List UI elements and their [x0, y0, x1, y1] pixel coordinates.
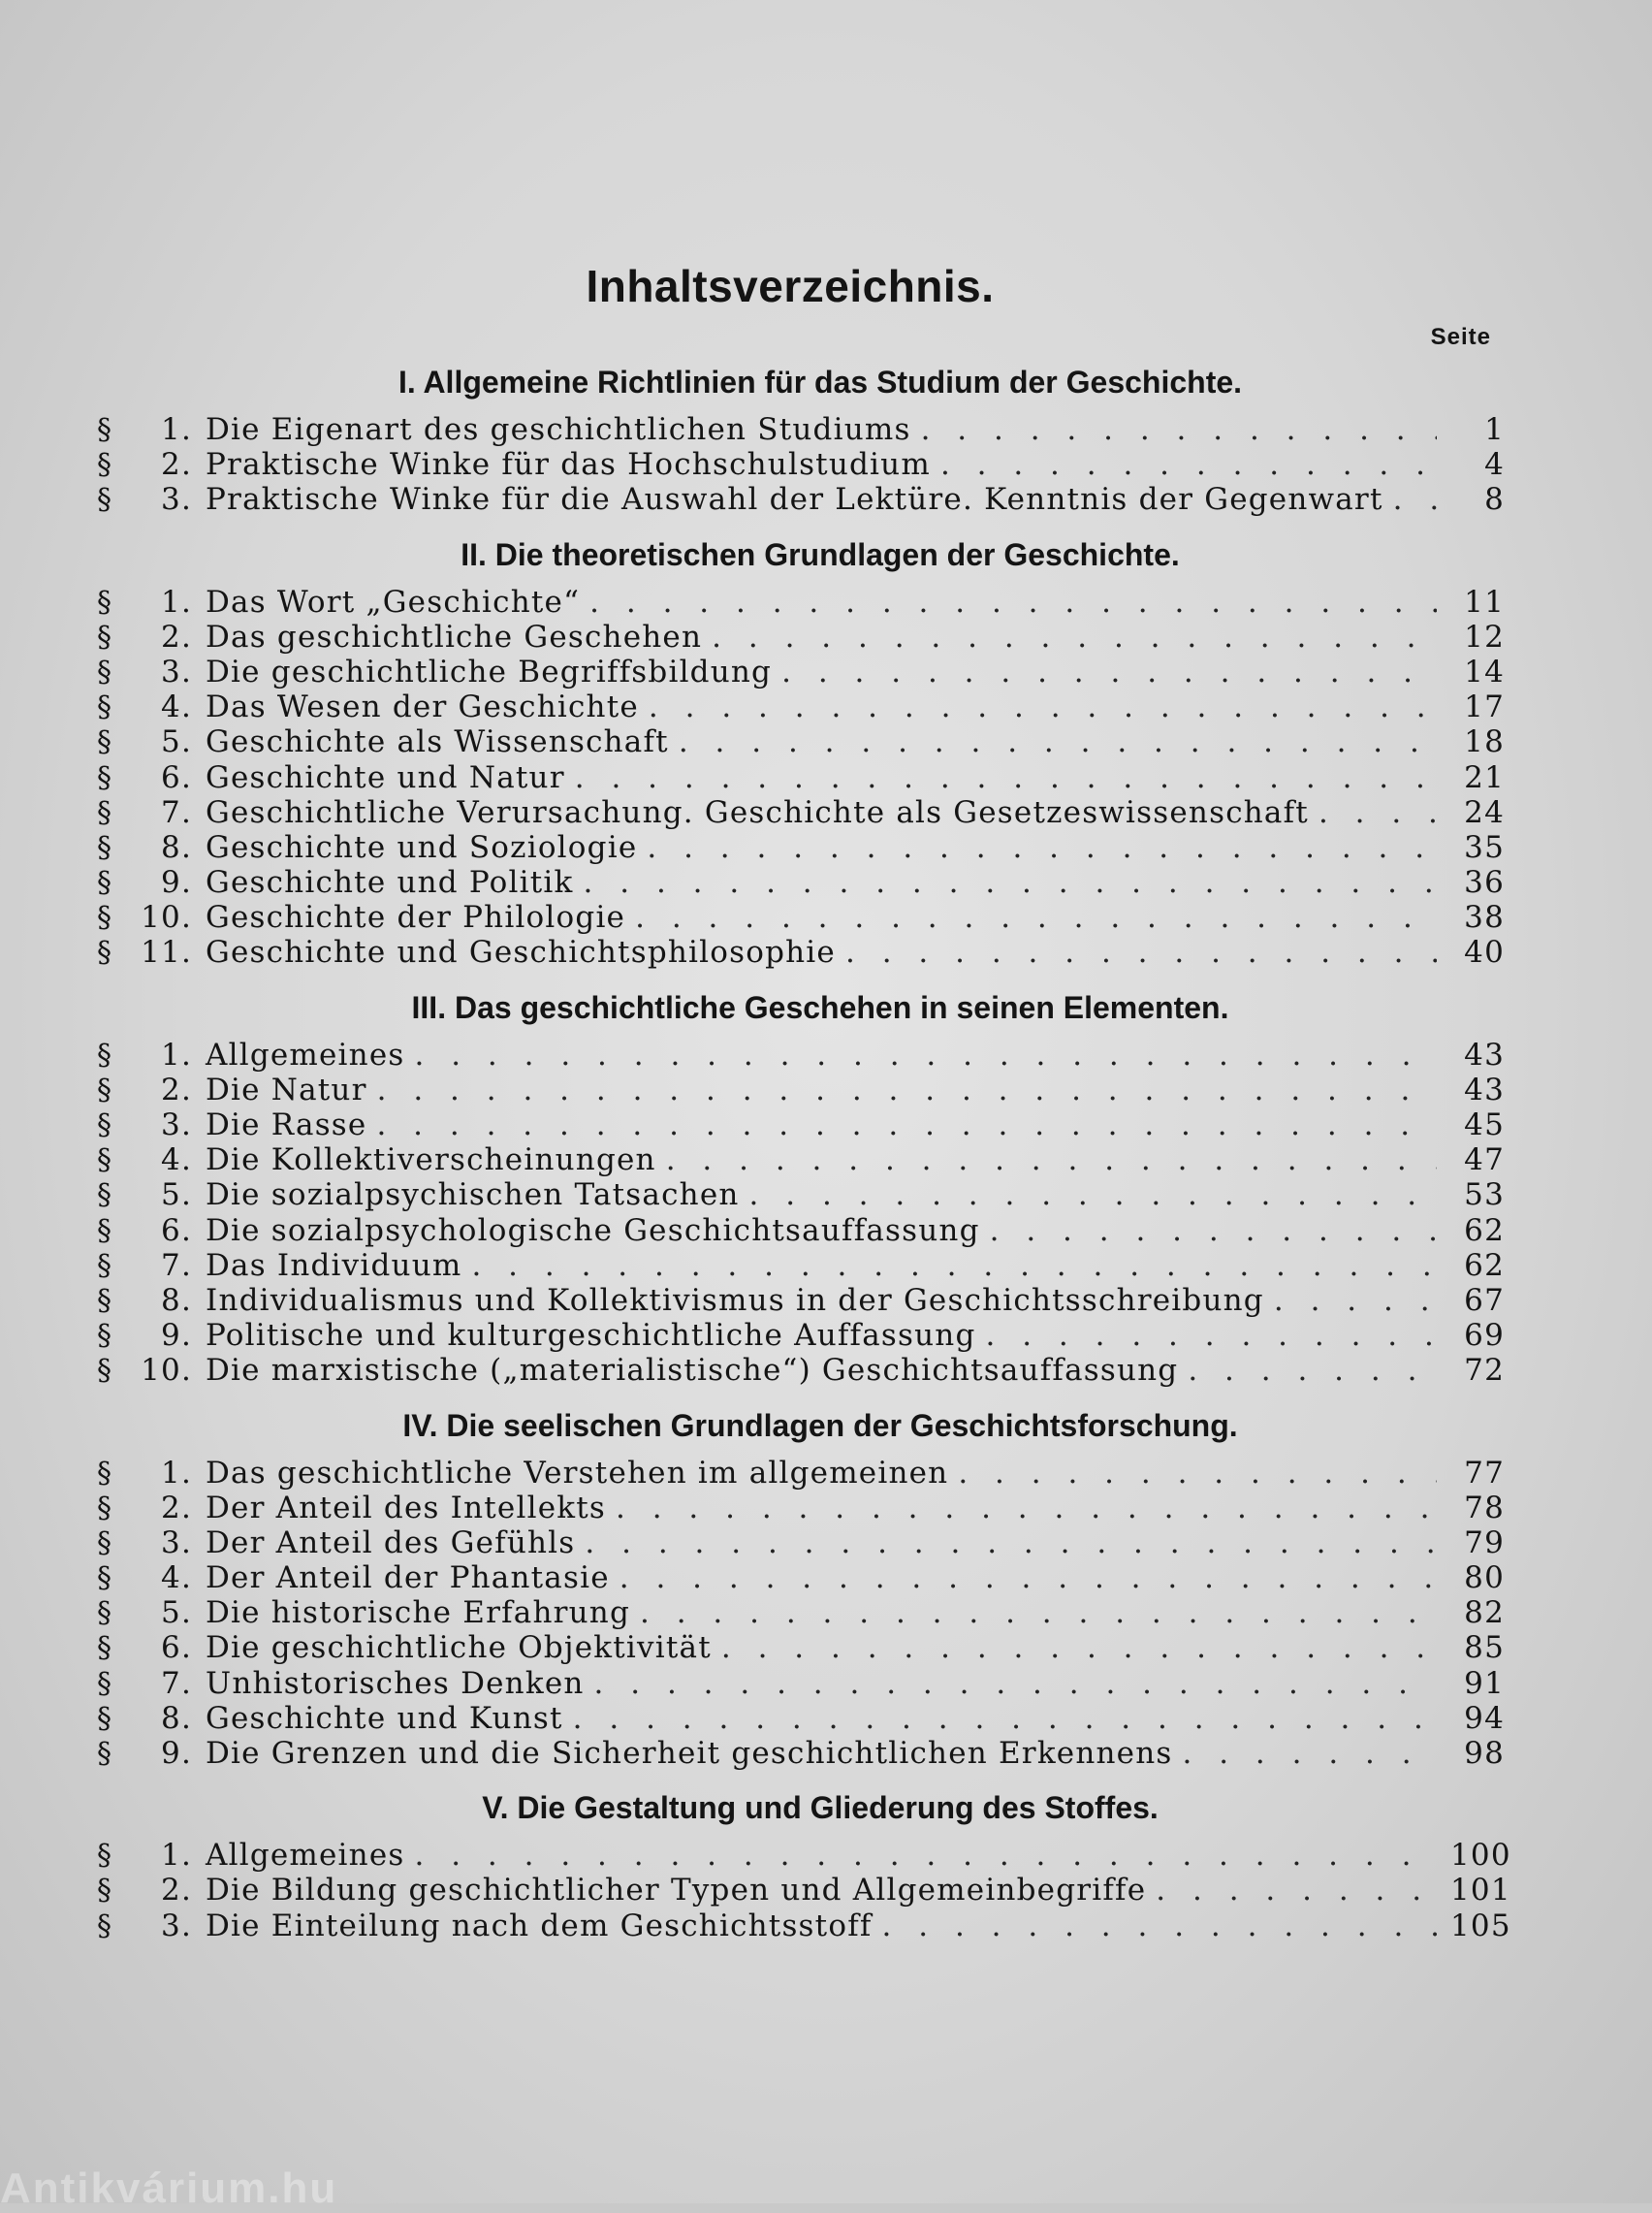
entry-title: Politische und kulturgeschichtliche Auffassung: [206, 1318, 976, 1354]
section-sign: §: [97, 795, 113, 830]
entry-page-number: 4: [1484, 447, 1505, 483]
entry-title: Die Bildung geschichtlicher Typen und Allgemeinbegriffe: [206, 1873, 1147, 1908]
toc-entry: [97, 585, 1505, 620]
section-sign: §: [97, 1839, 113, 1874]
entry-title: Die sozialpsychischen Tatsachen: [206, 1177, 740, 1213]
entry-page-number: 43: [1464, 1037, 1505, 1073]
dot-leader: [990, 1213, 1437, 1248]
dot-leader: [882, 1908, 1437, 1943]
section-sign: §: [97, 725, 113, 760]
entry-page-number: 1: [1484, 412, 1505, 447]
dot-leader: [573, 1701, 1437, 1736]
dot-leader: [1183, 1736, 1437, 1771]
toc-entry: [97, 482, 1505, 517]
section-sign: §: [97, 620, 113, 655]
section-sign: §: [97, 1525, 113, 1560]
entry-number: 9.: [161, 865, 192, 901]
dot-leader: [471, 1248, 1437, 1283]
entry-page-number: 105: [1450, 1908, 1511, 1943]
toc-entry: [97, 900, 1505, 935]
entry-page-number: 24: [1464, 794, 1505, 830]
section-sign: §: [97, 1631, 113, 1666]
entry-number: 4.: [161, 1560, 192, 1596]
entry-title: Geschichte und Natur: [206, 759, 565, 795]
dot-leader: [749, 1177, 1437, 1212]
entry-title: Die Grenzen und die Sicherheit geschichtlichen Erkennens: [206, 1736, 1173, 1771]
entry-number: 5.: [161, 724, 192, 760]
page-title: Inhaltsverzeichnis.: [586, 261, 995, 311]
entry-page-number: 94: [1464, 1700, 1505, 1736]
entry-page-number: 11: [1464, 584, 1505, 620]
toc-entry: [97, 1318, 1505, 1353]
dot-leader: [845, 935, 1437, 970]
entry-number: 1.: [161, 1455, 192, 1491]
toc-entry: [97, 1142, 1505, 1177]
section-sign: §: [97, 1319, 113, 1354]
toc-entry: [97, 1038, 1505, 1073]
entry-number: 3.: [161, 1524, 192, 1560]
entry-number: 1.: [161, 1037, 192, 1073]
entry-number: 2.: [161, 1072, 192, 1107]
entry-number: 5.: [161, 1177, 192, 1213]
entry-title: Individualismus und Kollektivismus in der Geschichtsschreibung: [206, 1282, 1264, 1318]
section-sign: §: [97, 413, 113, 447]
toc-entry: [97, 795, 1505, 830]
entry-number: 9.: [161, 1736, 192, 1771]
section-sign: §: [97, 1213, 113, 1248]
entry-page-number: 12: [1464, 619, 1505, 655]
entry-title: Praktische Winke für die Auswahl der Lektüre. Kenntnis der Gegenwart: [206, 482, 1383, 518]
entry-title: Die Einteilung nach dem Geschichtsstoff: [206, 1908, 873, 1943]
section-sign: §: [97, 1456, 113, 1491]
dot-leader: [986, 1318, 1438, 1353]
entry-page-number: 40: [1464, 935, 1505, 971]
entry-number: 7.: [161, 794, 192, 830]
entry-title: Das geschichtliche Geschehen: [206, 619, 703, 655]
dot-leader: [376, 1107, 1437, 1142]
entry-number: 1.: [161, 412, 192, 447]
entry-title: Geschichte der Philologie: [206, 900, 626, 936]
entry-number: 3.: [161, 1107, 192, 1142]
entry-title: Die Natur: [206, 1072, 367, 1107]
toc-entry: [97, 1283, 1505, 1318]
entry-page-number: 91: [1464, 1665, 1505, 1701]
toc-entry: [97, 830, 1505, 865]
chapter-heading: III. Das geschichtliche Geschehen in seinen Elementen.: [411, 989, 1229, 1025]
dot-leader: [635, 900, 1437, 935]
dot-leader: [1393, 482, 1437, 517]
entry-number: 7.: [161, 1665, 192, 1701]
entry-page-number: 77: [1464, 1455, 1505, 1491]
toc-entry: [97, 1595, 1505, 1630]
watermark: Antikvárium.hu: [0, 2165, 338, 2212]
entry-title: Die geschichtliche Objektivität: [206, 1630, 712, 1666]
toc-entry: [97, 1630, 1505, 1665]
dot-leader: [377, 1073, 1437, 1107]
toc-entry: [97, 724, 1505, 759]
entry-number: 11.: [141, 935, 192, 971]
toc-entry: [97, 1073, 1505, 1107]
entry-page-number: 43: [1464, 1072, 1505, 1107]
toc-entry: [97, 690, 1505, 724]
entry-number: 3.: [161, 482, 192, 518]
entry-number: 6.: [161, 1212, 192, 1248]
entry-title: Das Wesen der Geschichte: [206, 690, 639, 725]
entry-page-number: 62: [1464, 1247, 1505, 1283]
chapter-section: [97, 537, 1505, 971]
dot-leader: [1188, 1353, 1437, 1388]
page-column-label: Seite: [1430, 324, 1491, 350]
section-sign: §: [97, 1038, 113, 1073]
entry-title: Allgemeines: [206, 1037, 405, 1073]
entry-title: Der Anteil des Gefühls: [206, 1524, 576, 1560]
toc-entry: [97, 1873, 1511, 1908]
entry-title: Geschichte und Politik: [206, 865, 574, 901]
toc-entry: [97, 1666, 1505, 1701]
section-sign: §: [97, 936, 113, 971]
section-sign: §: [97, 1178, 113, 1213]
entry-title: Die Rasse: [206, 1107, 367, 1142]
dot-leader: [647, 830, 1437, 865]
toc-entry: [97, 935, 1505, 970]
entry-page-number: 80: [1464, 1560, 1505, 1596]
entry-page-number: 35: [1464, 829, 1505, 865]
entry-number: 2.: [161, 619, 192, 655]
entry-page-number: 79: [1464, 1524, 1505, 1560]
toc-entry: [97, 1177, 1505, 1212]
toc-entry: [97, 1525, 1505, 1560]
entry-title: Unhistorisches Denken: [206, 1665, 585, 1701]
entry-page-number: 72: [1464, 1353, 1505, 1389]
dot-leader: [594, 1666, 1437, 1701]
entry-page-number: 14: [1464, 654, 1505, 690]
entry-title: Allgemeines: [206, 1838, 405, 1874]
entry-page-number: 38: [1464, 900, 1505, 936]
chapter-heading: V. Die Gestaltung und Gliederung des Stoffes.: [482, 1790, 1159, 1826]
entry-number: 1.: [161, 1838, 192, 1874]
toc-entry: [97, 655, 1505, 690]
entry-page-number: 62: [1464, 1212, 1505, 1248]
section-sign: §: [97, 1701, 113, 1736]
entry-number: 4.: [161, 690, 192, 725]
entry-number: 8.: [161, 1700, 192, 1736]
section-sign: §: [97, 1561, 113, 1596]
toc-entry: [97, 1908, 1511, 1943]
section-sign: §: [97, 483, 113, 518]
entry-number: 3.: [161, 1908, 192, 1943]
entry-title: Geschichtliche Verursachung. Geschichte als Gesetzeswissenschaft: [206, 794, 1309, 830]
entry-page-number: 8: [1484, 482, 1505, 518]
dot-leader: [940, 447, 1437, 482]
section-sign: §: [97, 1491, 113, 1525]
entry-title: Geschichte und Soziologie: [206, 829, 638, 865]
entry-number: 7.: [161, 1247, 192, 1283]
dot-leader: [414, 1838, 1437, 1873]
dot-leader: [575, 760, 1437, 795]
section-sign: §: [97, 1737, 113, 1771]
entry-page-number: 53: [1464, 1177, 1505, 1213]
section-sign: §: [97, 1596, 113, 1631]
dot-leader: [640, 1595, 1437, 1630]
section-sign: §: [97, 901, 113, 936]
entry-page-number: 18: [1464, 724, 1505, 760]
toc-entry: [97, 1701, 1505, 1736]
dot-leader: [666, 1142, 1437, 1177]
section-sign: §: [97, 1874, 113, 1908]
chapter-section: [97, 1408, 1505, 1772]
dot-leader: [712, 620, 1437, 655]
entry-page-number: 36: [1464, 865, 1505, 901]
entry-page-number: 69: [1464, 1318, 1505, 1354]
entry-page-number: 100: [1450, 1838, 1511, 1874]
toc-entry: [97, 1456, 1505, 1491]
entry-number: 9.: [161, 1318, 192, 1354]
entry-number: 2.: [161, 447, 192, 483]
chapter-section: [97, 990, 1505, 1389]
entry-title: Geschichte und Geschichtsphilosophie: [206, 935, 836, 971]
dot-leader: [620, 1560, 1437, 1595]
toc-entry: [97, 1736, 1505, 1771]
dot-leader: [584, 865, 1437, 900]
entry-page-number: 101: [1450, 1873, 1511, 1908]
entry-page-number: 17: [1464, 690, 1505, 725]
entry-title: Das Individuum: [206, 1247, 462, 1283]
chapter-heading: IV. Die seelischen Grundlagen der Geschichtsforschung.: [402, 1407, 1238, 1443]
section-sign: §: [97, 1143, 113, 1178]
table-of-contents: [97, 359, 1511, 1943]
entry-page-number: 98: [1464, 1736, 1505, 1771]
entry-title: Geschichte und Kunst: [206, 1700, 563, 1736]
dot-leader: [1274, 1283, 1437, 1318]
dot-leader: [616, 1491, 1437, 1525]
toc-entry: [97, 412, 1505, 447]
toc-entry: [97, 1560, 1505, 1595]
dot-leader: [958, 1456, 1437, 1491]
toc-entry: [97, 760, 1505, 795]
dot-leader: [921, 412, 1437, 447]
section-sign: §: [97, 830, 113, 865]
dot-leader: [649, 690, 1437, 724]
entry-number: 4.: [161, 1142, 192, 1178]
section-sign: §: [97, 1283, 113, 1318]
toc-entry: [97, 1248, 1505, 1283]
entry-title: Der Anteil des Intellekts: [206, 1490, 607, 1525]
entry-number: 8.: [161, 829, 192, 865]
entry-number: 10.: [141, 900, 192, 936]
entry-page-number: 67: [1464, 1282, 1505, 1318]
entry-page-number: 82: [1464, 1595, 1505, 1631]
section-sign: §: [97, 1073, 113, 1107]
dot-leader: [585, 1525, 1437, 1560]
entry-page-number: 21: [1464, 759, 1505, 795]
entry-number: 3.: [161, 654, 192, 690]
dot-leader: [414, 1038, 1437, 1073]
dot-leader: [1156, 1873, 1437, 1908]
entry-number: 6.: [161, 759, 192, 795]
entry-number: 6.: [161, 1630, 192, 1666]
chapter-section: [97, 365, 1505, 518]
entry-number: 2.: [161, 1490, 192, 1525]
dot-leader: [781, 655, 1437, 690]
dot-leader: [721, 1630, 1437, 1665]
entry-number: 8.: [161, 1282, 192, 1318]
toc-entry: [97, 1491, 1505, 1525]
entry-title: Die geschichtliche Begriffsbildung: [206, 654, 773, 690]
section-sign: §: [97, 448, 113, 483]
entry-title: Die sozialpsychologische Geschichtsauffassung: [206, 1212, 980, 1248]
toc-entry: [97, 865, 1505, 900]
dot-leader: [1318, 795, 1437, 830]
chapter-section: [97, 1790, 1511, 1943]
entry-title: Das geschichtliche Verstehen im allgemeinen: [206, 1455, 949, 1491]
toc-entry: [97, 1213, 1505, 1248]
entry-title: Die Eigenart des geschichtlichen Studiums: [206, 412, 911, 447]
section-sign: §: [97, 1666, 113, 1701]
entry-page-number: 85: [1464, 1630, 1505, 1666]
section-sign: §: [97, 1908, 113, 1943]
toc-entry: [97, 1107, 1505, 1142]
entry-title: Der Anteil der Phantasie: [206, 1560, 610, 1596]
toc-entry: [97, 620, 1505, 655]
toc-entry: [97, 447, 1505, 482]
section-sign: §: [97, 1354, 113, 1389]
entry-page-number: 45: [1464, 1107, 1505, 1142]
entry-title: Die marxistische („materialistische“) Geschichtsauffassung: [206, 1353, 1179, 1389]
entry-number: 5.: [161, 1595, 192, 1631]
section-sign: §: [97, 690, 113, 725]
entry-title: Das Wort „Geschichte“: [206, 584, 581, 620]
section-sign: §: [97, 760, 113, 795]
chapter-heading: I. Allgemeine Richtlinien für das Studium der Geschichte.: [397, 365, 1243, 400]
entry-title: Die Kollektiverscheinungen: [206, 1142, 656, 1178]
chapter-heading: II. Die theoretischen Grundlagen der Geschichte.: [461, 536, 1180, 572]
entry-page-number: 78: [1464, 1490, 1505, 1525]
entry-number: 1.: [161, 584, 192, 620]
section-sign: §: [97, 1108, 113, 1142]
entry-title: Die historische Erfahrung: [206, 1595, 631, 1631]
section-sign: §: [97, 655, 113, 690]
entry-title: Praktische Winke für das Hochschulstudium: [206, 447, 931, 483]
section-sign: §: [97, 866, 113, 901]
entry-page-number: 47: [1464, 1142, 1505, 1178]
section-sign: §: [97, 1248, 113, 1283]
entry-number: 2.: [161, 1873, 192, 1908]
dot-leader: [679, 724, 1437, 759]
entry-number: 10.: [141, 1353, 192, 1389]
dot-leader: [589, 585, 1437, 620]
toc-entry: [97, 1838, 1511, 1874]
section-sign: §: [97, 585, 113, 620]
entry-title: Geschichte als Wissenschaft: [206, 724, 669, 760]
toc-entry: [97, 1353, 1505, 1388]
